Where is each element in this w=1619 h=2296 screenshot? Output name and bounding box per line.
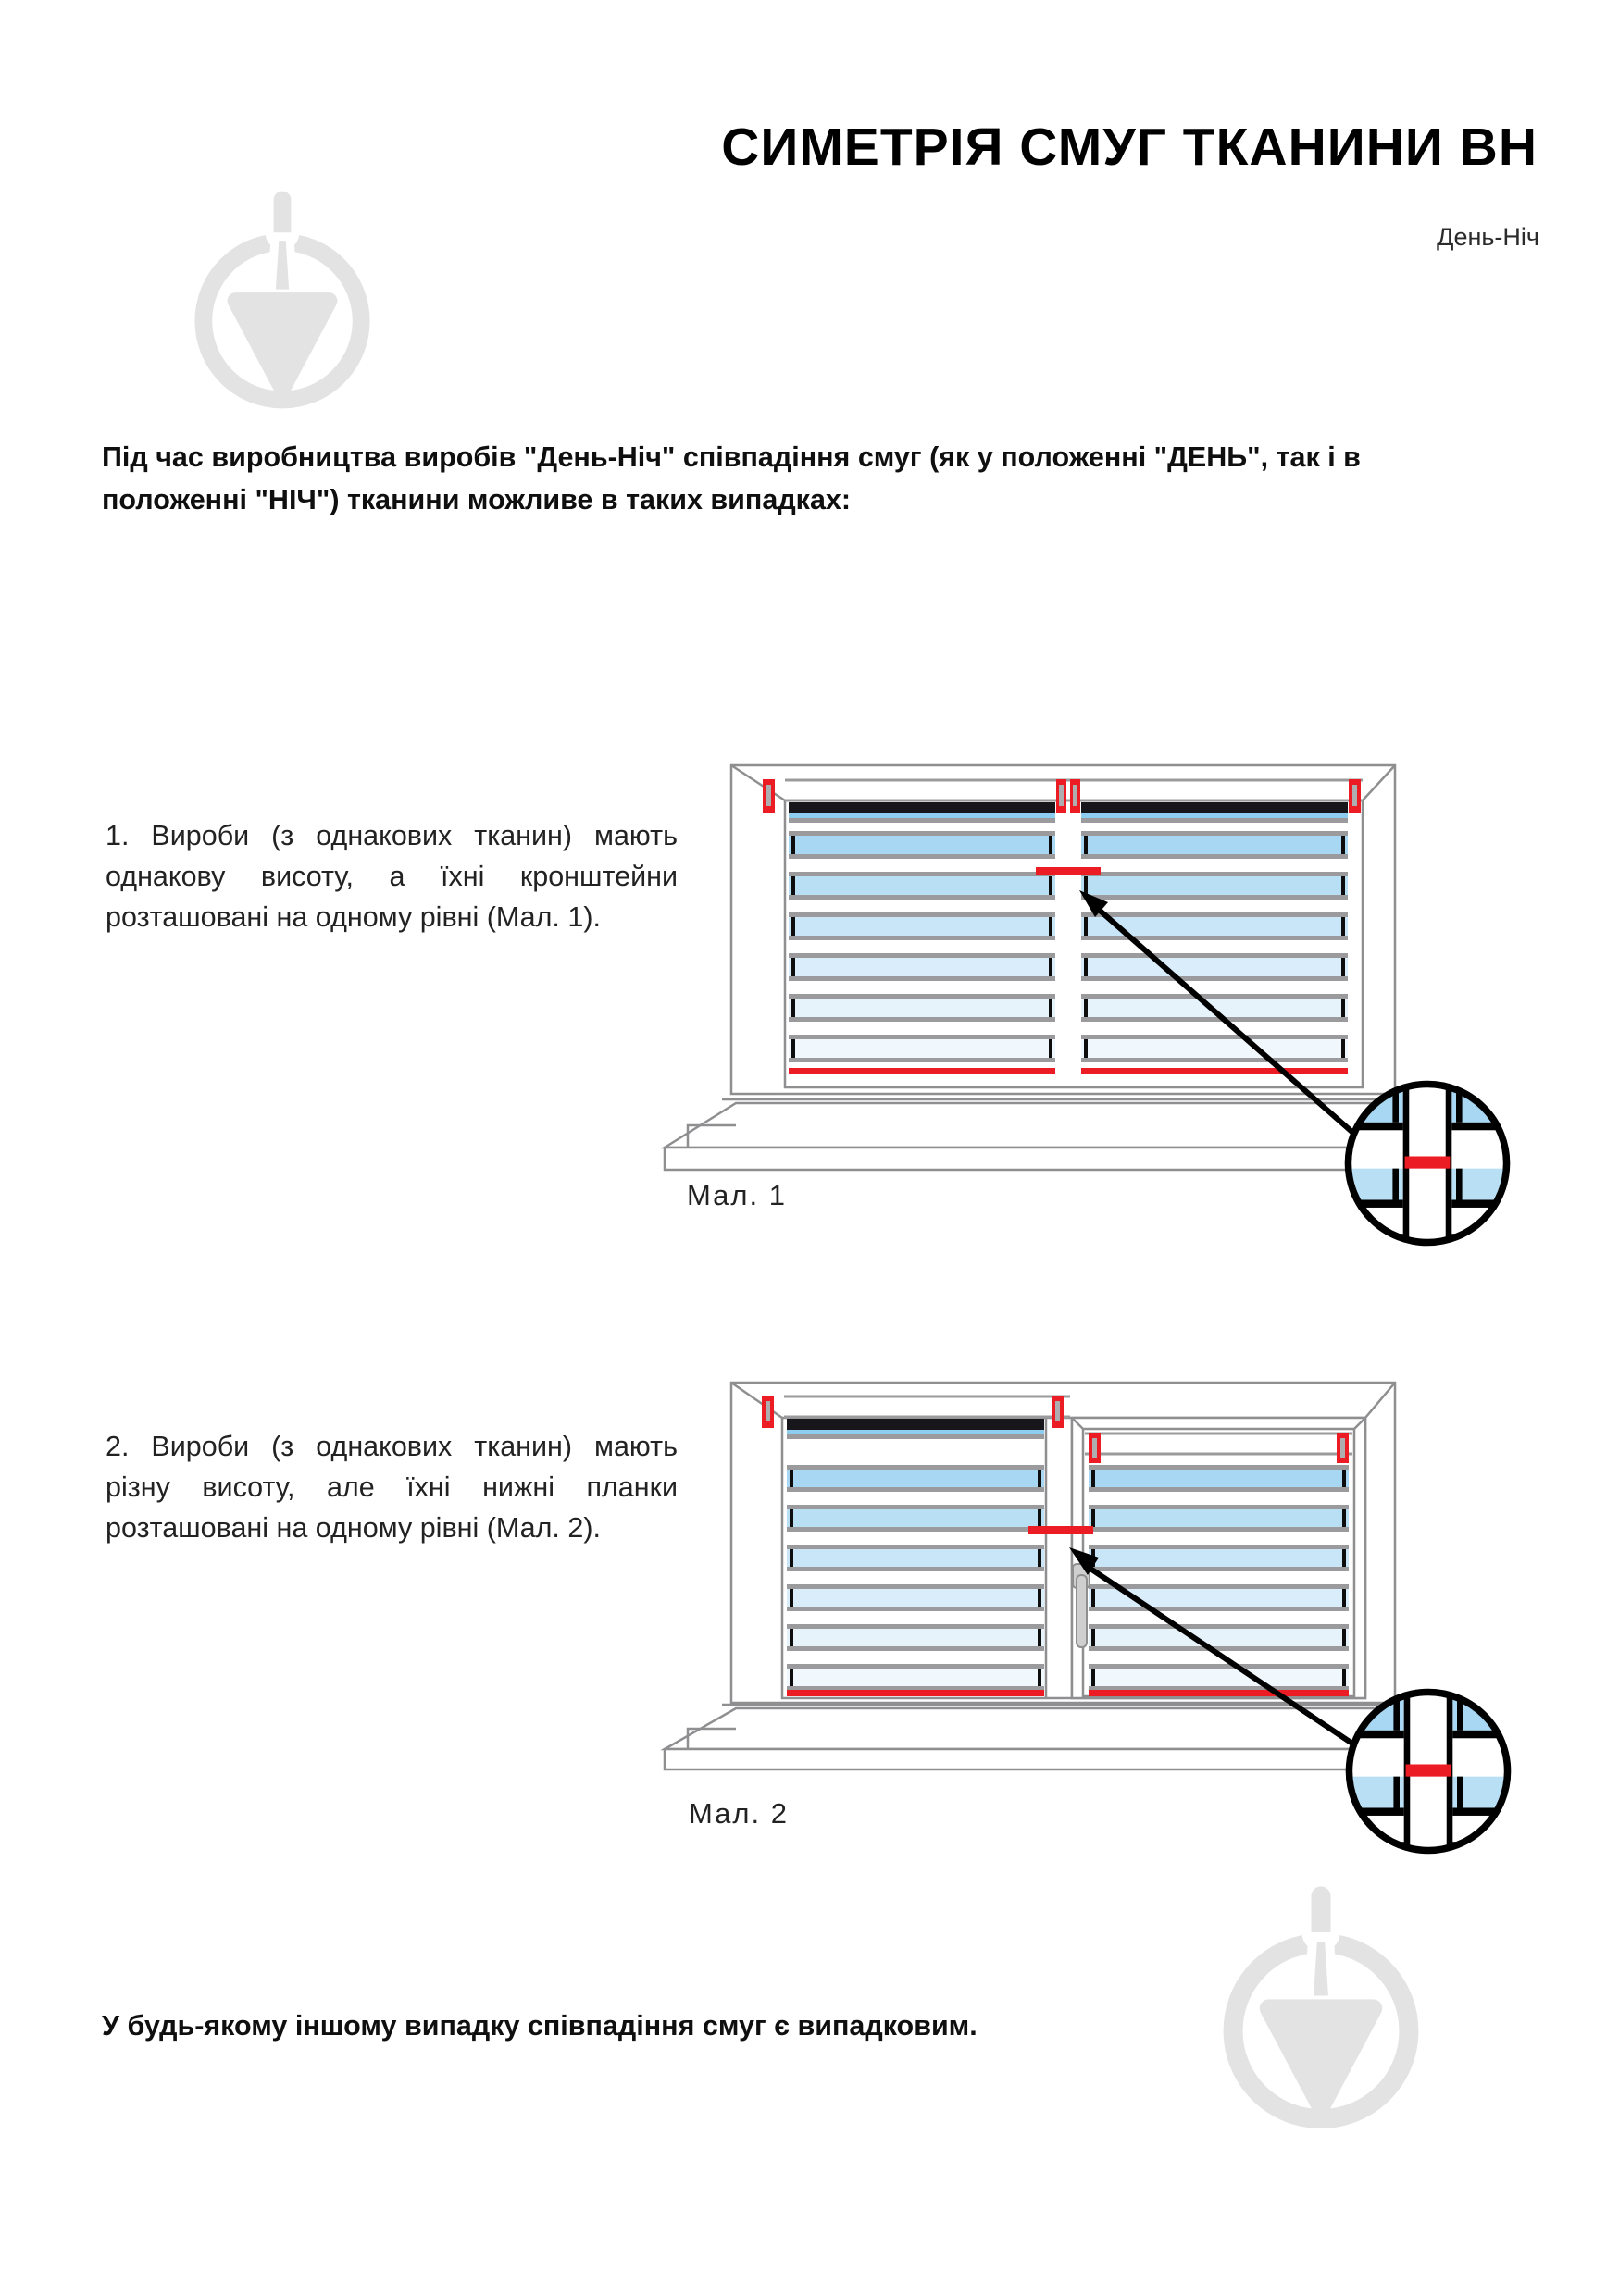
trowel-watermark-icon [186, 183, 379, 422]
case-1-text: 1. Вироби (з однакових тканин) мають однакову висоту, а їхні кронштейни розташовані на одному рівні (Мал. 1). [106, 820, 678, 933]
footer-note: У будь-якому іншому випадку співпадіння смуг є випадковим. [102, 2010, 978, 2042]
intro-paragraph: Під час виробництва виробів "День-Ніч" співпадіння смуг (як у положенні "ДЕНЬ", так і в положенні "НІЧ") тканини можливе в таких випадках: [102, 441, 1361, 515]
bottom-rail [787, 1690, 1044, 1696]
bottom-rail [1081, 1068, 1348, 1074]
alignment-marker [1028, 1526, 1093, 1534]
figure-2-label: Мал. 2 [689, 1797, 789, 1830]
page-title: СИМЕТРІЯ СМУГ ТКАНИНИ ВН [721, 118, 1538, 177]
figure-1-label: Мал. 1 [687, 1179, 787, 1211]
page-subtitle: День-Ніч [1437, 223, 1539, 251]
bottom-rail [1089, 1690, 1349, 1696]
case-2-text: 2. Вироби (з однакових тканин) мають різну висоту, але їхні нижні планки розташовані на одному рівні (Мал. 2). [106, 1431, 678, 1544]
window-sill [665, 1099, 1460, 1170]
figure-1-window-illustration [648, 722, 1527, 1259]
bottom-rail [789, 1068, 1055, 1074]
trowel-watermark-icon [1214, 1878, 1428, 2143]
alignment-marker [1036, 867, 1101, 875]
